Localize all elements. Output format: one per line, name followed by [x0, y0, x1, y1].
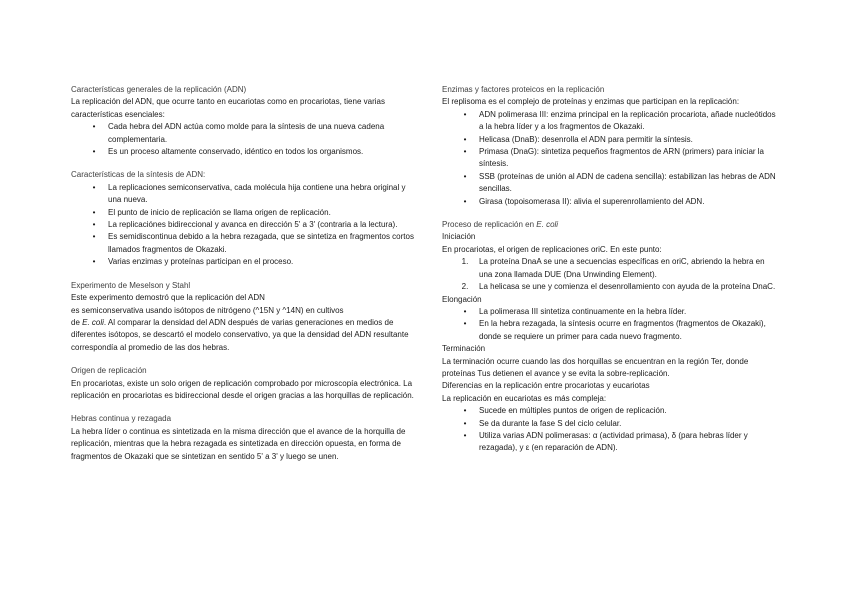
bullet-icon: • [463, 319, 467, 329]
bullet-list [442, 405, 778, 455]
paragraph: En procariotas, existe un solo origen de replicación comprobado por microscopía electrónica. La replicación en procariotas es bidireccional desde el origen gracias a las horquillas de replicación. [71, 378, 414, 400]
bullet-icon: • [463, 430, 467, 440]
list-item: • Primasa (DnaG): sintetiza pequeños fragmentos de ARN (primers) para iniciar la síntesis. [442, 146, 778, 171]
section-title: Origen de replicación [71, 366, 147, 376]
list-item: • Varias enzimas y proteínas participan en el proceso. [71, 256, 416, 268]
list-item: • En la hebra rezagada, la síntesis ocurre en fragmentos (fragmentos de Okazaki), donde se requiere un primer para cada nuevo fragmento. [442, 318, 778, 343]
list-item: 2. La helicasa se une y comienza el desenrollamiento con ayuda de la proteína DnaC. [442, 281, 778, 293]
paragraph: En procariotas, el origen de replicaciones oriC. En este punto: [442, 244, 662, 254]
bullet-icon: • [92, 147, 96, 157]
paragraph: La terminación ocurre cuando las dos horquillas se encuentran en la región Ter, donde proteínas Tus detienen el avance y se evita la sobre-replicación. [442, 356, 749, 378]
section-title: Características generales de la replicación (ADN) [71, 85, 247, 94]
paragraph: La replicación en eucariotas es más compleja: [442, 393, 607, 403]
bullet-list [71, 121, 416, 158]
list-number: 2. [461, 282, 469, 292]
bullet-icon: • [463, 147, 467, 157]
subheading: Iniciación [442, 232, 476, 242]
list-item: • Es semidiscontinua debido a la hebra rezagada, que se sintetiza en fragmentos cortos llamados fragmentos de Okazaki. [71, 231, 416, 256]
bullet-icon: • [463, 306, 467, 316]
list-item: • Cada hebra del ADN actúa como molde para la síntesis de una nueva cadena complementaria. [71, 121, 416, 146]
species-name: E. coli [82, 317, 104, 327]
paragraph: La hebra líder o continua es sintetizada en la misma dirección que el avance de la horquilla de replicación, mientras que la hebra rezagada es sintetizada en dirección opuesta, en forma de fragmentos de Okazaki que se sintetizan en sentido 5' a 3' y luego se unen. [71, 426, 406, 461]
bullet-list [71, 182, 416, 269]
bullet-list [442, 306, 778, 343]
bullet-icon: • [463, 196, 467, 206]
subheading: Diferencias en la replicación entre procariotas y eucariotas [442, 381, 650, 391]
list-item: • Sucede en múltiples puntos de origen de replicación. [442, 405, 778, 417]
list-number: 1. [461, 257, 469, 267]
list-item: • Helicasa (DnaB): desenrolla el ADN para permitir la síntesis. [442, 134, 778, 146]
paragraph: La replicación del ADN, que ocurre tanto en eucariotas como en procariotas, tiene varias características esenciales: [71, 97, 385, 119]
bullet-icon: • [92, 182, 96, 192]
bullet-icon: • [92, 122, 96, 132]
list-item: 1. La proteína DnaA se une a secuencias específicas en oriC, abriendo la hebra en una zona llamada DUE (Dna Unwinding Element). [442, 256, 778, 281]
bullet-icon: • [92, 207, 96, 217]
section-title: Hebras continua y rezagada [71, 414, 172, 424]
list-item: • Girasa (topoisomerasa II): alivia el superenrollamiento del ADN. [442, 196, 778, 208]
bullet-icon: • [463, 134, 467, 144]
species-name: E. coli [536, 220, 559, 230]
bullet-icon: • [92, 257, 96, 267]
bullet-icon: • [92, 232, 96, 242]
bullet-list [442, 109, 778, 208]
list-item: • ADN polimerasa III: enzima principal en la replicación procariota, añade nucleótidos a la hebra líder y a los fragmentos de Okazaki. [442, 109, 778, 134]
section-title: Proceso de replicación en E. coli [442, 220, 559, 230]
numbered-list [442, 256, 778, 293]
section-title: Enzimas y factores proteicos en la replicación [442, 85, 605, 94]
list-item: • La replicaciones semiconservativa, cada molécula hija contiene una hebra original y una nueva. [71, 182, 416, 207]
bullet-icon: • [463, 406, 467, 416]
list-item: • La polimerasa III sintetiza continuamente en la hebra líder. [442, 306, 778, 318]
list-item: • Es un proceso altamente conservado, idéntico en todos los organismos. [71, 146, 416, 158]
paragraph-line: Este experimento demostró que la replicación del ADN [71, 293, 265, 303]
right-column [442, 84, 778, 455]
list-item: • La replicaciónes bidireccional y avanca en dirección 5' a 3' (contraria a la lectura). [71, 219, 416, 231]
section-title: Experimento de Meselson y Stahl [71, 280, 191, 290]
subheading: Elongación [442, 294, 482, 304]
subheading: Terminación [442, 344, 486, 354]
paragraph: El replisoma es el complejo de proteínas y enzimas que participan en la replicación: [442, 97, 740, 107]
left-column [71, 84, 416, 463]
bullet-icon: • [463, 418, 467, 428]
list-item: • SSB (proteínas de unión al ADN de cadena sencilla): estabilizan las hebras de ADN sencillas. [442, 171, 778, 196]
list-item: • Se da durante la fase S del ciclo celular. [442, 418, 778, 430]
bullet-icon: • [92, 220, 96, 230]
list-item: • El punto de inicio de replicación se llama origen de replicación. [71, 207, 416, 219]
section-title: Características de la síntesis de ADN: [71, 170, 206, 180]
list-item: • Utiliza varias ADN polimerasas: α (actividad primasa), δ (para hebras líder y rezagada), y ε (en reparación de ADN). [442, 430, 778, 455]
paragraph-line: es semiconservativa usando isótopos de nitrógeno (^15N y ^14N) en cultivos [71, 305, 344, 315]
bullet-icon: • [463, 109, 467, 119]
paragraph: de E. coli. Al comparar la densidad del ADN después de varias generaciones en medios de diferentes isótopos, se descartó el modelo conservativo, ya que la densidad del ADN resultante correspondía al promedio de las dos hebras. [71, 317, 409, 352]
bullet-icon: • [463, 171, 467, 181]
